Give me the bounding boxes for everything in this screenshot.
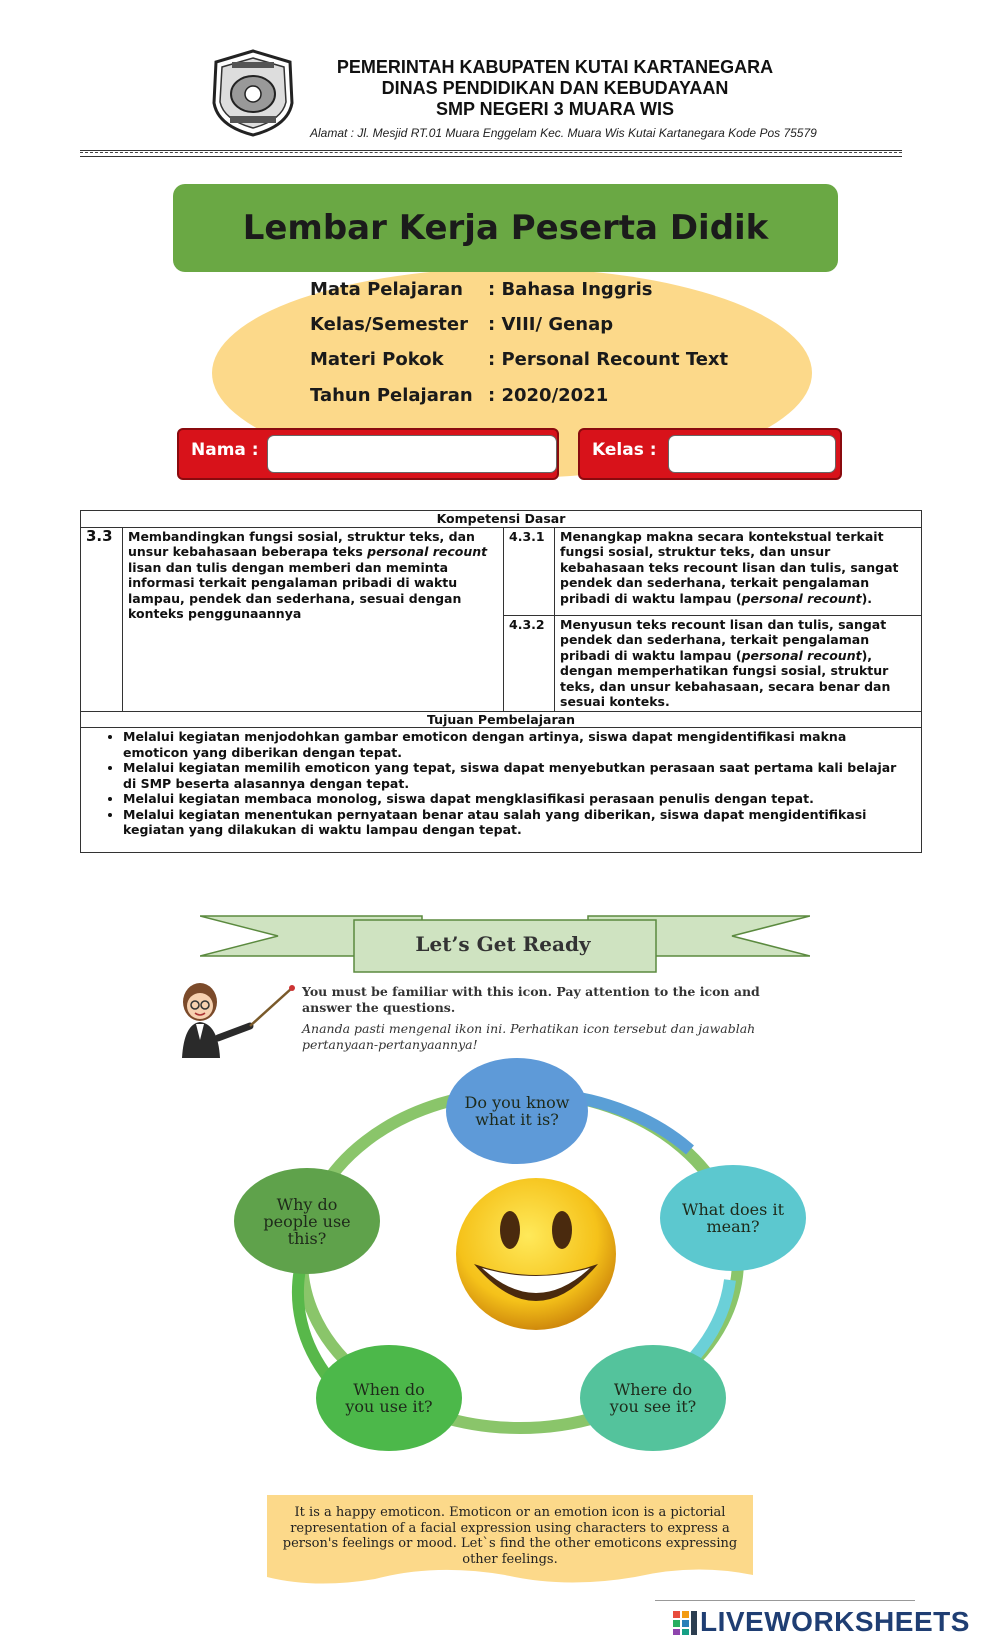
instruction-indonesian: Ananda pasti mengenal ikon ini. Perhatikan icon tersebut dan jawablah pertanyaan-pertanyaannya! bbox=[302, 1021, 756, 1052]
info-row-subject bbox=[310, 279, 653, 300]
liveworksheets-brand: LIVEWORKSHEETS bbox=[700, 1606, 970, 1637]
teacher-pointing-icon bbox=[170, 980, 300, 1060]
kelas-box bbox=[578, 428, 842, 480]
kd-number: 3.3 bbox=[81, 527, 123, 711]
info-value: : Bahasa Inggris bbox=[488, 279, 653, 300]
instruction-english: You must be familiar with this icon. Pay attention to the icon and answer the questions. bbox=[302, 984, 760, 1015]
indicator-number: 4.3.2 bbox=[504, 615, 555, 711]
kelas-label: Kelas : bbox=[592, 440, 657, 460]
tujuan-body bbox=[81, 728, 922, 853]
info-row-class bbox=[310, 314, 614, 335]
worksheet-title-banner: Lembar Kerja Peserta Didik bbox=[173, 184, 838, 272]
kd-description: Membandingkan fungsi sosial, struktur teks, dan unsur kebahasaan beberapa teks personal recount lisan dan tulis dengan memberi dan meminta informasi terkait pengalaman pribadi di waktu lampau, pendek dan sederhana, sesuai dengan konteks penggunaannya bbox=[123, 527, 504, 711]
list-item: • Melalui kegiatan menentukan pernyataan benar atau salah yang diberikan, siswa dapat mengidentifikasi kegiatan yang dilakukan di waktu lampau dengan tepat. bbox=[123, 807, 913, 838]
indicator-description: Menyusun teks recount lisan dan tulis, sangat pendek dan sederhana, terkait pengalaman pribadi di waktu lampau (personal recount), dengan memperhatikan fungsi sosial, struktur teks, dan unsur kebahasaan, secara benar dan sesuai konteks. bbox=[555, 615, 922, 711]
indicator-description: Menangkap makna secara kontekstual terkait fungsi sosial, struktur teks, dan unsur kebahasaan teks recount lisan dan tulis, sangat pendek dan sederhana, terkait pengalaman pribadi di waktu lampau (personal recount). bbox=[555, 527, 922, 615]
info-row-topic bbox=[310, 349, 729, 370]
list-item: • Melalui kegiatan membaca monolog, siswa dapat mengklasifikasi perasaan penulis dengan tepat. bbox=[123, 791, 913, 807]
info-label: Kelas/Semester bbox=[310, 314, 468, 335]
info-label: Materi Pokok bbox=[310, 349, 444, 370]
info-value: : Personal Recount Text bbox=[488, 349, 729, 370]
emoticon-description: It is a happy emoticon. Emoticon or an emotion icon is a pictorial representation of a facial expression using characters to express a person's feelings or mood. Let`s find the other emoticons expressing other feelings. bbox=[282, 1505, 738, 1567]
cycle-question-right: What does it mean? bbox=[660, 1165, 806, 1271]
letterhead-line-3: SMP NEGERI 3 MUARA WIS bbox=[435, 99, 675, 119]
tujuan-header: Tujuan Pembelajaran bbox=[81, 711, 922, 728]
info-row-year bbox=[310, 385, 609, 406]
info-label: Mata Pelajaran bbox=[310, 279, 463, 300]
cycle-question-bottom-right: Where do you see it? bbox=[580, 1345, 726, 1451]
indicator-number: 4.3.1 bbox=[504, 527, 555, 615]
info-value: : 2020/2021 bbox=[488, 385, 609, 406]
competency-table bbox=[80, 510, 922, 853]
nama-input[interactable] bbox=[267, 435, 557, 473]
tujuan-list bbox=[89, 729, 913, 838]
cycle-question-left: Why do people use this? bbox=[234, 1168, 380, 1274]
list-item: • Melalui kegiatan memilih emoticon yang tepat, siswa dapat menyebutkan perasaan saat pertama kali belajar di SMP beserta alasannya dengan tepat. bbox=[123, 760, 913, 791]
kd-header: Kompetensi Dasar bbox=[81, 511, 922, 528]
nama-box bbox=[177, 428, 559, 480]
letterhead-line-1-text: PEMERINTAH KABUPATEN KUTAI KARTANEGARA bbox=[336, 57, 774, 77]
info-value: : VIII/ Genap bbox=[488, 314, 614, 335]
list-item: • Melalui kegiatan menjodohkan gambar emoticon dengan artinya, siswa dapat mengidentifikasi makna emoticon yang diberikan dengan tepat. bbox=[123, 729, 913, 760]
nama-label: Nama : bbox=[191, 440, 259, 460]
info-label: Tahun Pelajaran bbox=[310, 385, 473, 406]
letterhead-address: Alamat : Jl. Mesjid RT.01 Muara Enggelam Kec. Muara Wis Kutai Kartanegara Kode Pos 75579 bbox=[310, 126, 817, 140]
happy-emoticon-icon bbox=[452, 1168, 620, 1336]
cycle-question-top: Do you know what it is? bbox=[446, 1058, 588, 1164]
kelas-input[interactable] bbox=[668, 435, 836, 473]
letterhead-line-2: DINAS PENDIDIKAN DAN KEBUDAYAAN bbox=[381, 78, 729, 98]
school-logo-icon bbox=[208, 48, 298, 138]
letterhead-block bbox=[300, 57, 810, 120]
liveworksheets-logo-icon bbox=[672, 1610, 698, 1636]
ready-title: Let’s Get Ready bbox=[415, 932, 591, 956]
footer-rule bbox=[655, 1600, 915, 1601]
letterhead-divider bbox=[80, 150, 902, 157]
cycle-question-bottom-left: When do you use it? bbox=[316, 1345, 462, 1451]
